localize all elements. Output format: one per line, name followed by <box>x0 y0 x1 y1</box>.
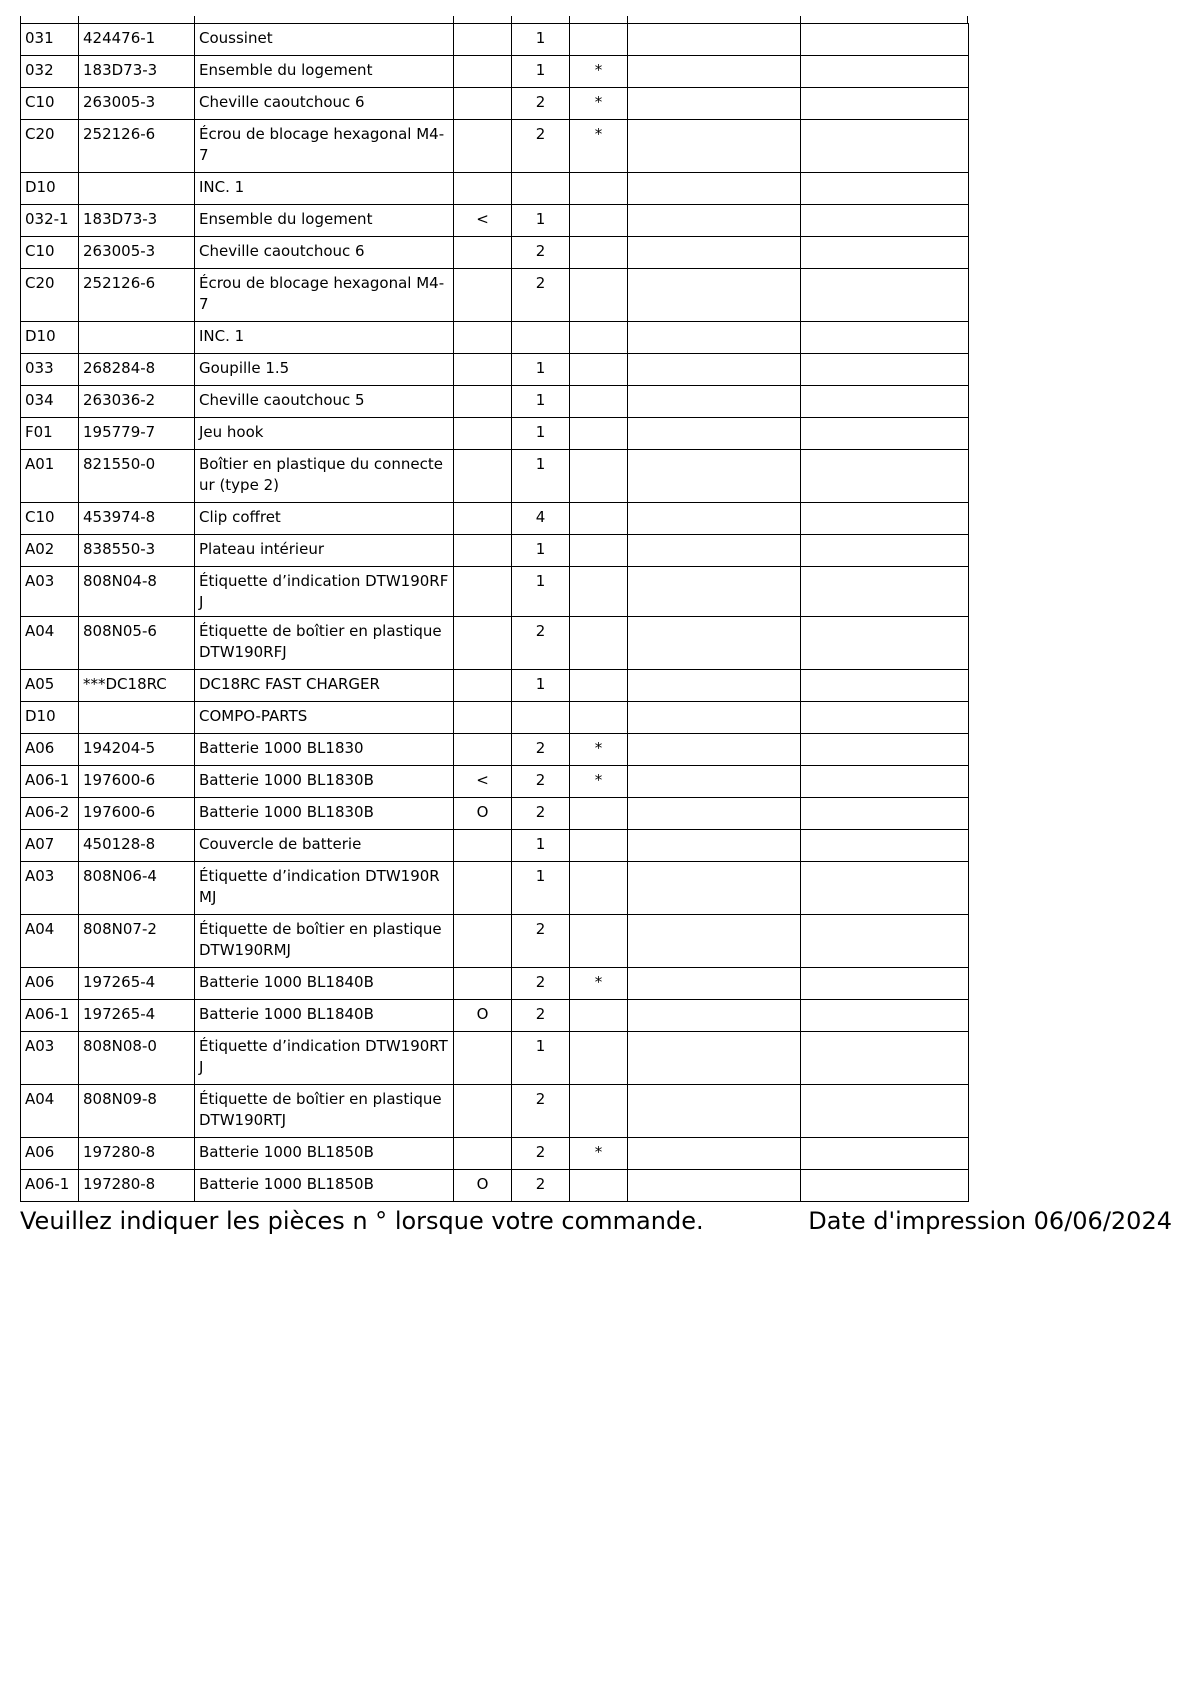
mark-cell <box>454 830 512 862</box>
description-cell: Étiquette d’indication DTW190RFJ <box>195 567 454 617</box>
table-row <box>21 734 969 766</box>
description-cell: Ensemble du logement <box>195 56 454 88</box>
note-cell <box>570 205 628 237</box>
table-row <box>21 535 969 567</box>
blank-cell <box>628 205 801 237</box>
mark-cell: < <box>454 766 512 798</box>
description-cell: INC. 1 <box>195 173 454 205</box>
note-cell <box>570 418 628 450</box>
table-row <box>21 237 969 269</box>
mark-cell <box>454 24 512 56</box>
table-row <box>21 450 969 503</box>
blank-cell <box>801 56 969 88</box>
note-cell <box>570 1085 628 1138</box>
table-row <box>21 173 969 205</box>
part-number-cell: 268284-8 <box>79 354 195 386</box>
note-cell: * <box>570 88 628 120</box>
blank-cell <box>801 862 969 915</box>
table-row <box>21 702 969 734</box>
note-cell <box>570 617 628 670</box>
table-row <box>21 120 969 173</box>
quantity-cell: 2 <box>512 766 570 798</box>
mark-cell <box>454 1032 512 1085</box>
table-row <box>21 617 969 670</box>
note-cell: * <box>570 120 628 173</box>
note-cell <box>570 269 628 322</box>
quantity-cell: 1 <box>512 567 570 617</box>
item-number-cell: C10 <box>21 88 79 120</box>
part-number-cell: 808N08-0 <box>79 1032 195 1085</box>
mark-cell <box>454 915 512 968</box>
table-row <box>21 915 969 968</box>
note-cell: * <box>570 968 628 1000</box>
description-cell: Coussinet <box>195 24 454 56</box>
mark-cell <box>454 567 512 617</box>
part-number-cell: 821550-0 <box>79 450 195 503</box>
quantity-cell: 2 <box>512 1085 570 1138</box>
blank-cell <box>628 269 801 322</box>
item-number-cell: C10 <box>21 237 79 269</box>
part-number-cell <box>79 702 195 734</box>
part-number-cell: 808N06-4 <box>79 862 195 915</box>
item-number-cell: 033 <box>21 354 79 386</box>
mark-cell <box>454 450 512 503</box>
mark-cell <box>454 173 512 205</box>
mark-cell: O <box>454 798 512 830</box>
table-row <box>21 503 969 535</box>
mark-cell <box>454 535 512 567</box>
mark-cell <box>454 418 512 450</box>
mark-cell <box>454 322 512 354</box>
description-cell: Cheville caoutchouc 6 <box>195 237 454 269</box>
item-number-cell: D10 <box>21 702 79 734</box>
mark-cell: < <box>454 205 512 237</box>
table-row <box>21 1085 969 1138</box>
description-cell: Clip coffret <box>195 503 454 535</box>
blank-cell <box>628 830 801 862</box>
blank-cell <box>801 386 969 418</box>
blank-cell <box>628 734 801 766</box>
table-row <box>21 567 969 617</box>
blank-cell <box>628 120 801 173</box>
quantity-cell: 1 <box>512 56 570 88</box>
blank-cell <box>801 88 969 120</box>
blank-cell <box>628 88 801 120</box>
blank-cell <box>801 1138 969 1170</box>
part-number-cell: ***DC18RC <box>79 670 195 702</box>
quantity-cell: 1 <box>512 418 570 450</box>
note-cell <box>570 798 628 830</box>
part-number-cell: 453974-8 <box>79 503 195 535</box>
blank-cell <box>801 915 969 968</box>
item-number-cell: A03 <box>21 1032 79 1085</box>
item-number-cell: A06-1 <box>21 1000 79 1032</box>
quantity-cell: 4 <box>512 503 570 535</box>
item-number-cell: 034 <box>21 386 79 418</box>
description-cell: INC. 1 <box>195 322 454 354</box>
note-cell <box>570 915 628 968</box>
note-cell <box>570 450 628 503</box>
blank-cell <box>801 354 969 386</box>
part-number-cell: 197600-6 <box>79 766 195 798</box>
quantity-cell: 1 <box>512 386 570 418</box>
description-cell: Batterie 1000 BL1840B <box>195 1000 454 1032</box>
blank-cell <box>628 968 801 1000</box>
blank-cell <box>801 702 969 734</box>
table-row <box>21 766 969 798</box>
part-number-cell: 808N07-2 <box>79 915 195 968</box>
blank-cell <box>801 205 969 237</box>
blank-cell <box>628 567 801 617</box>
description-cell: Cheville caoutchouc 5 <box>195 386 454 418</box>
description-cell: Batterie 1000 BL1850B <box>195 1170 454 1202</box>
blank-cell <box>801 1032 969 1085</box>
note-cell <box>570 1000 628 1032</box>
quantity-cell: 1 <box>512 830 570 862</box>
blank-cell <box>801 798 969 830</box>
part-number-cell: 252126-6 <box>79 120 195 173</box>
mark-cell <box>454 862 512 915</box>
blank-cell <box>801 418 969 450</box>
description-cell: Étiquette de boîtier en plastique DTW190RFJ <box>195 617 454 670</box>
description-cell: Étiquette d’indication DTW190RT J <box>195 1032 454 1085</box>
description-cell: Ensemble du logement <box>195 205 454 237</box>
part-number-cell: 424476-1 <box>79 24 195 56</box>
item-number-cell: A06 <box>21 734 79 766</box>
blank-cell <box>628 798 801 830</box>
part-number-cell: 263005-3 <box>79 88 195 120</box>
order-instruction-note: Veuillez indiquer les pièces n ° lorsque votre commande. <box>20 1207 704 1235</box>
note-cell <box>570 173 628 205</box>
mark-cell <box>454 670 512 702</box>
blank-cell <box>801 173 969 205</box>
blank-cell <box>801 120 969 173</box>
description-cell: Écrou de blocage hexagonal M4- 7 <box>195 269 454 322</box>
blank-cell <box>628 354 801 386</box>
blank-cell <box>628 766 801 798</box>
blank-cell <box>628 237 801 269</box>
blank-cell <box>801 830 969 862</box>
item-number-cell: A06 <box>21 968 79 1000</box>
mark-cell <box>454 386 512 418</box>
description-cell: Goupille 1.5 <box>195 354 454 386</box>
part-number-cell: 808N04-8 <box>79 567 195 617</box>
part-number-cell: 252126-6 <box>79 269 195 322</box>
blank-cell <box>628 1170 801 1202</box>
mark-cell <box>454 56 512 88</box>
note-cell <box>570 702 628 734</box>
blank-cell <box>628 1085 801 1138</box>
blank-cell <box>801 567 969 617</box>
quantity-cell: 1 <box>512 205 570 237</box>
item-number-cell: C10 <box>21 503 79 535</box>
item-number-cell: A05 <box>21 670 79 702</box>
quantity-cell: 2 <box>512 968 570 1000</box>
quantity-cell: 2 <box>512 617 570 670</box>
table-row <box>21 24 969 56</box>
item-number-cell: A06-1 <box>21 1170 79 1202</box>
part-number-cell: 183D73-3 <box>79 205 195 237</box>
blank-cell <box>628 702 801 734</box>
note-cell <box>570 237 628 269</box>
part-number-cell: 808N09-8 <box>79 1085 195 1138</box>
description-cell: Étiquette d’indication DTW190R MJ <box>195 862 454 915</box>
print-date: Date d'impression 06/06/2024 <box>808 1207 1172 1235</box>
table-row <box>21 354 969 386</box>
part-number-cell: 197280-8 <box>79 1170 195 1202</box>
note-cell <box>570 503 628 535</box>
description-cell: Étiquette de boîtier en plastique DTW190RMJ <box>195 915 454 968</box>
blank-cell <box>801 1085 969 1138</box>
part-number-cell: 838550-3 <box>79 535 195 567</box>
table-row <box>21 1000 969 1032</box>
parts-table-body <box>21 24 969 1202</box>
description-cell: Écrou de blocage hexagonal M4- 7 <box>195 120 454 173</box>
blank-cell <box>801 237 969 269</box>
mark-cell <box>454 88 512 120</box>
item-number-cell: F01 <box>21 418 79 450</box>
part-number-cell: 197280-8 <box>79 1138 195 1170</box>
part-number-cell: 194204-5 <box>79 734 195 766</box>
description-cell: Batterie 1000 BL1830B <box>195 766 454 798</box>
quantity-cell <box>512 702 570 734</box>
mark-cell <box>454 354 512 386</box>
description-cell: DC18RC FAST CHARGER <box>195 670 454 702</box>
note-cell <box>570 567 628 617</box>
blank-cell <box>628 617 801 670</box>
blank-cell <box>628 862 801 915</box>
blank-cell <box>628 1138 801 1170</box>
part-number-cell: 197265-4 <box>79 1000 195 1032</box>
blank-cell <box>801 269 969 322</box>
blank-cell <box>628 915 801 968</box>
quantity-cell: 2 <box>512 915 570 968</box>
description-cell: Batterie 1000 BL1830 <box>195 734 454 766</box>
blank-cell <box>628 24 801 56</box>
table-row <box>21 1170 969 1202</box>
item-number-cell: A03 <box>21 862 79 915</box>
part-number-cell <box>79 322 195 354</box>
description-cell: Étiquette de boîtier en plastique DTW190RTJ <box>195 1085 454 1138</box>
mark-cell <box>454 1085 512 1138</box>
mark-cell <box>454 237 512 269</box>
table-row <box>21 830 969 862</box>
blank-cell <box>801 670 969 702</box>
parts-table <box>20 23 969 1202</box>
quantity-cell <box>512 322 570 354</box>
quantity-cell: 1 <box>512 862 570 915</box>
blank-cell <box>801 968 969 1000</box>
quantity-cell: 1 <box>512 1032 570 1085</box>
blank-cell <box>628 670 801 702</box>
part-number-cell: 183D73-3 <box>79 56 195 88</box>
mark-cell <box>454 503 512 535</box>
mark-cell <box>454 269 512 322</box>
item-number-cell: A06 <box>21 1138 79 1170</box>
item-number-cell: A01 <box>21 450 79 503</box>
blank-cell <box>628 418 801 450</box>
blank-cell <box>628 1032 801 1085</box>
mark-cell <box>454 734 512 766</box>
quantity-cell: 2 <box>512 237 570 269</box>
note-cell <box>570 24 628 56</box>
quantity-cell: 1 <box>512 535 570 567</box>
quantity-cell: 2 <box>512 734 570 766</box>
blank-cell <box>801 535 969 567</box>
note-cell <box>570 322 628 354</box>
part-number-cell: 197600-6 <box>79 798 195 830</box>
blank-cell <box>801 503 969 535</box>
table-row <box>21 322 969 354</box>
description-cell: Batterie 1000 BL1840B <box>195 968 454 1000</box>
part-number-cell: 450128-8 <box>79 830 195 862</box>
part-number-cell <box>79 173 195 205</box>
table-row <box>21 269 969 322</box>
item-number-cell: A04 <box>21 617 79 670</box>
note-cell <box>570 386 628 418</box>
table-row <box>21 968 969 1000</box>
quantity-cell: 2 <box>512 798 570 830</box>
blank-cell <box>628 450 801 503</box>
item-number-cell: D10 <box>21 173 79 205</box>
note-cell <box>570 830 628 862</box>
table-row <box>21 418 969 450</box>
item-number-cell: A06-2 <box>21 798 79 830</box>
quantity-cell: 1 <box>512 450 570 503</box>
table-row <box>21 798 969 830</box>
mark-cell: O <box>454 1000 512 1032</box>
part-number-cell: 263036-2 <box>79 386 195 418</box>
item-number-cell: A06-1 <box>21 766 79 798</box>
item-number-cell: A04 <box>21 1085 79 1138</box>
quantity-cell: 1 <box>512 670 570 702</box>
description-cell: Boîtier en plastique du connecte ur (type 2) <box>195 450 454 503</box>
mark-cell <box>454 617 512 670</box>
table-row <box>21 862 969 915</box>
note-cell <box>570 670 628 702</box>
item-number-cell: 031 <box>21 24 79 56</box>
part-number-cell: 263005-3 <box>79 237 195 269</box>
item-number-cell: C20 <box>21 120 79 173</box>
table-row <box>21 1032 969 1085</box>
blank-cell <box>801 322 969 354</box>
blank-cell <box>801 1170 969 1202</box>
blank-cell <box>628 503 801 535</box>
part-number-cell: 195779-7 <box>79 418 195 450</box>
note-cell <box>570 354 628 386</box>
blank-cell <box>801 766 969 798</box>
description-cell: Batterie 1000 BL1830B <box>195 798 454 830</box>
note-cell <box>570 1170 628 1202</box>
blank-cell <box>801 450 969 503</box>
note-cell: * <box>570 56 628 88</box>
description-cell: Jeu hook <box>195 418 454 450</box>
note-cell <box>570 535 628 567</box>
table-row <box>21 670 969 702</box>
blank-cell <box>801 24 969 56</box>
blank-cell <box>628 173 801 205</box>
item-number-cell: D10 <box>21 322 79 354</box>
quantity-cell: 2 <box>512 1138 570 1170</box>
description-cell: Cheville caoutchouc 6 <box>195 88 454 120</box>
blank-cell <box>628 56 801 88</box>
quantity-cell: 1 <box>512 354 570 386</box>
description-cell: Couvercle de batterie <box>195 830 454 862</box>
blank-cell <box>801 734 969 766</box>
mark-cell <box>454 968 512 1000</box>
table-row <box>21 88 969 120</box>
description-cell: COMPO-PARTS <box>195 702 454 734</box>
part-number-cell: 197265-4 <box>79 968 195 1000</box>
item-number-cell: 032-1 <box>21 205 79 237</box>
blank-cell <box>801 1000 969 1032</box>
note-cell: * <box>570 1138 628 1170</box>
mark-cell <box>454 702 512 734</box>
quantity-cell: 2 <box>512 1000 570 1032</box>
item-number-cell: A07 <box>21 830 79 862</box>
quantity-cell: 2 <box>512 88 570 120</box>
blank-cell <box>801 617 969 670</box>
blank-cell <box>628 1000 801 1032</box>
mark-cell <box>454 1138 512 1170</box>
item-number-cell: A02 <box>21 535 79 567</box>
part-number-cell: 808N05-6 <box>79 617 195 670</box>
quantity-cell: 2 <box>512 120 570 173</box>
note-cell <box>570 862 628 915</box>
quantity-cell: 2 <box>512 1170 570 1202</box>
item-number-cell: 032 <box>21 56 79 88</box>
table-row <box>21 56 969 88</box>
mark-cell: O <box>454 1170 512 1202</box>
quantity-cell <box>512 173 570 205</box>
table-row <box>21 386 969 418</box>
item-number-cell: A03 <box>21 567 79 617</box>
note-cell: * <box>570 766 628 798</box>
note-cell <box>570 1032 628 1085</box>
quantity-cell: 1 <box>512 24 570 56</box>
table-row <box>21 1138 969 1170</box>
quantity-cell: 2 <box>512 269 570 322</box>
description-cell: Batterie 1000 BL1850B <box>195 1138 454 1170</box>
blank-cell <box>628 322 801 354</box>
blank-cell <box>628 535 801 567</box>
note-cell: * <box>570 734 628 766</box>
item-number-cell: A04 <box>21 915 79 968</box>
table-row <box>21 205 969 237</box>
description-cell: Plateau intérieur <box>195 535 454 567</box>
mark-cell <box>454 120 512 173</box>
blank-cell <box>628 386 801 418</box>
item-number-cell: C20 <box>21 269 79 322</box>
